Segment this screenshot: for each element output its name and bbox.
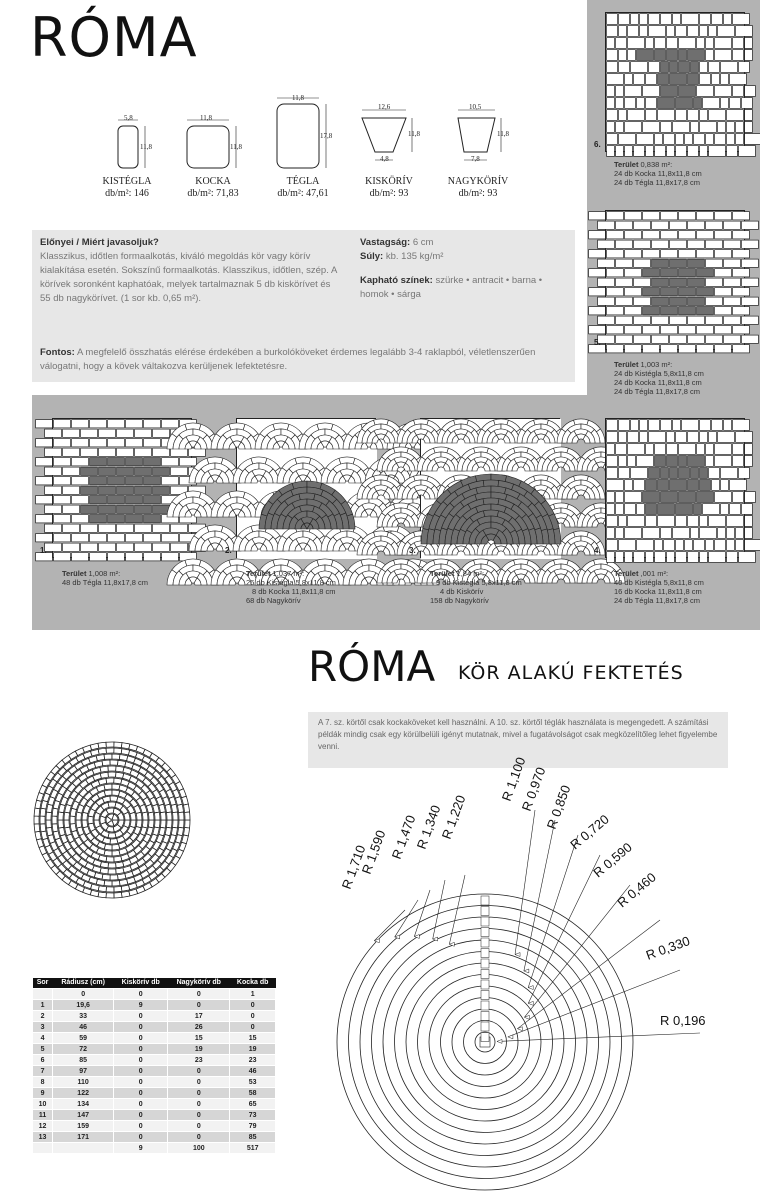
table-header-3: Nagykörív db [168, 978, 230, 989]
pattern-number-5: 5. [594, 338, 601, 347]
table-cell: 0 [114, 1088, 168, 1099]
table-row [33, 1088, 276, 1099]
table-cell: 10 [33, 1099, 53, 1110]
pattern-caption-4: Terület ,001 m²: 40 db Kistégla 5,8x11,8 cm 16 db Kocka 11,8x11,8 cm 24 db Tégla 11,8x17,8 cm [614, 569, 704, 605]
table-row [33, 1022, 276, 1033]
radius-label: R 0,460 [614, 869, 659, 911]
table-cell: 23 [168, 1055, 230, 1066]
table-cell: 0 [168, 989, 230, 1000]
table-cell: 73 [230, 1110, 276, 1121]
dim-kiskoriv-wb: 4,8 [380, 155, 389, 163]
table-header-row [33, 978, 276, 989]
dim-kistegla-w: 5,8 [124, 114, 133, 122]
dim-tegla-w: 11,8 [292, 94, 304, 102]
pattern-caption-1: Terület 1,008 m²: 48 db Tégla 11,8x17,8 cm [62, 569, 149, 587]
shape-label-kiskoriv: KISKÖRÍV db/m²: 93 [365, 176, 413, 199]
table-cell: 159 [53, 1121, 114, 1132]
table-cell: 0 [114, 1066, 168, 1077]
advantages-text: Klasszikus, időtlen formaalkotás, kiváló megoldás kör vagy körív kialakítása esetén. Sokszínű formaalkotás. Klasszikus, időtlen, szép. A körívek soronként kaphatóak, melyek tartalmaznak 5 db kiskörívet és 55 db nagykörívet. (1 sor kb. 0,65 m²). [40, 251, 337, 304]
pattern-number-1: 1. [40, 546, 47, 555]
table-cell: 11 [33, 1110, 53, 1121]
table-cell: 1 [33, 1000, 53, 1011]
page-title: RÓMA [30, 6, 198, 69]
dim-nagykoriv-wb: 7,8 [471, 155, 480, 163]
table-cell: 171 [53, 1132, 114, 1143]
shape-label-kistegla: KISTÉGLA db/m²: 146 [102, 176, 152, 199]
radius-label: R 1,340 [413, 803, 444, 852]
table-row [33, 1033, 276, 1044]
table-row [33, 1011, 276, 1022]
advantages-block [40, 236, 340, 306]
table-cell: 0 [53, 989, 114, 1000]
weight-label: Súly: [360, 251, 384, 262]
table-cell [33, 989, 53, 1000]
circular-paving-illustration [32, 740, 192, 900]
table-cell: 0 [168, 1132, 230, 1143]
table-cell: 0 [114, 1022, 168, 1033]
table-cell: 72 [53, 1044, 114, 1055]
table-cell: 6 [33, 1055, 53, 1066]
table-row [33, 1110, 276, 1121]
table-cell: 9 [33, 1088, 53, 1099]
table-cell: 2 [33, 1011, 53, 1022]
table-cell: 0 [114, 1011, 168, 1022]
table-header-4: Kocka db [230, 978, 276, 989]
table-cell: 0 [168, 1066, 230, 1077]
table-cell: 79 [230, 1121, 276, 1132]
table-row [33, 1000, 276, 1011]
table-header-0: Sor [33, 978, 53, 989]
table-cell: 0 [114, 989, 168, 1000]
table-cell: 0 [168, 1000, 230, 1011]
table-cell: 0 [114, 1132, 168, 1143]
radius-label: R 1,220 [438, 793, 469, 842]
table-cell: 0 [114, 1077, 168, 1088]
tegla-shape [277, 98, 326, 168]
pattern-panel-3 [420, 418, 560, 558]
section-title: RÓMA [308, 642, 436, 691]
table-cell: 53 [230, 1077, 276, 1088]
kocka-shape [187, 120, 236, 168]
table-cell: 85 [53, 1055, 114, 1066]
table-header-2: Kiskörív db [114, 978, 168, 989]
table-cell: 15 [230, 1033, 276, 1044]
table-cell: 13 [33, 1132, 53, 1143]
pattern-caption-3: Terület 1,84 m²: 9 db Kistégla 5,8x11,8 cm 4 db Kiskörív 158 db Nagykörív [430, 569, 522, 605]
kiskoriv-shape [362, 110, 412, 160]
weight-value: kb. 135 kg/m² [385, 251, 444, 262]
advantages-title: Előnyei / Miért javasoljuk? [40, 237, 159, 248]
radius-label: R 0,970 [518, 765, 549, 814]
specs-block [360, 236, 560, 302]
table-cell: 19 [168, 1044, 230, 1055]
pattern-panel-6 [605, 12, 745, 152]
table-cell: 0 [114, 1055, 168, 1066]
radius-label: R 1,470 [388, 813, 419, 862]
thickness-label: Vastagság: [360, 237, 411, 248]
table-cell: 85 [230, 1132, 276, 1143]
table-cell: 97 [53, 1066, 114, 1077]
table-row [33, 1099, 276, 1110]
table-cell: 0 [114, 1033, 168, 1044]
dim-nagykoriv-w: 10,5 [469, 103, 482, 111]
table-cell: 46 [53, 1022, 114, 1033]
dim-kiskoriv-h: 11,8 [408, 130, 420, 138]
table-cell: 0 [230, 1022, 276, 1033]
table-cell: 0 [114, 1044, 168, 1055]
table-cell: 0 [114, 1110, 168, 1121]
pattern-panel-4 [605, 418, 745, 558]
shape-label-kocka: KOCKA db/m²: 71,83 [187, 176, 239, 199]
table-cell: 0 [114, 1099, 168, 1110]
table-cell: 23 [230, 1055, 276, 1066]
radius-label: R 0,330 [643, 933, 692, 963]
table-cell: 0 [230, 1011, 276, 1022]
table-cell: 12 [33, 1121, 53, 1132]
section-subtitle: KÖR ALAKÚ FEKTETÉS [458, 662, 684, 684]
table-cell: 17 [168, 1011, 230, 1022]
dim-kistegla-h: 11,8 [140, 143, 152, 151]
table-cell [53, 1143, 114, 1154]
table-cell: 33 [53, 1011, 114, 1022]
table-cell: 147 [53, 1110, 114, 1121]
table-cell: 0 [168, 1077, 230, 1088]
table-cell: 110 [53, 1077, 114, 1088]
table-cell: 8 [33, 1077, 53, 1088]
table-header-1: Rádiusz (cm) [53, 978, 114, 989]
table-cell: 9 [114, 1143, 168, 1154]
table-cell: 58 [230, 1088, 276, 1099]
table-cell: 0 [168, 1099, 230, 1110]
dim-kocka-w: 11,8 [200, 114, 212, 122]
table-cell: 100 [168, 1143, 230, 1154]
table-cell: 517 [230, 1143, 276, 1154]
radius-label: R 1,100 [498, 755, 529, 804]
table-row [33, 1066, 276, 1077]
radius-label: R 1,710 [338, 843, 369, 892]
radius-label: R 1,590 [358, 828, 389, 877]
table-row [33, 989, 276, 1000]
radius-label: R 0,590 [590, 839, 635, 881]
table-cell: 4 [33, 1033, 53, 1044]
table-cell: 122 [53, 1088, 114, 1099]
table-cell: 3 [33, 1022, 53, 1033]
table-row [33, 1077, 276, 1088]
table-cell: 1 [230, 989, 276, 1000]
pattern-caption-2: Terület 1,037 m²: 26 db Kistégla 5,8x11,8 cm 8 db Kocka 11,8x11,8 cm 68 db Nagykörív [246, 569, 336, 605]
table-cell: 26 [168, 1022, 230, 1033]
table-cell: 19,6 [53, 1000, 114, 1011]
radius-label: R 0,850 [543, 783, 574, 832]
pattern-number-4: 4. [594, 546, 601, 555]
table-cell: 19 [230, 1044, 276, 1055]
table-row [33, 1055, 276, 1066]
dim-nagykoriv-h: 11,8 [497, 130, 509, 138]
dim-tegla-h: 17,8 [320, 132, 333, 140]
table-cell: 0 [168, 1110, 230, 1121]
colors-value: szürke • antracit • barna • homok • sárga [360, 275, 543, 300]
ring-table [32, 978, 276, 1154]
shape-label-nagykoriv: NAGYKÖRÍV db/m²: 93 [447, 176, 509, 199]
thickness-value: 6 cm [412, 237, 434, 248]
table-cell: 0 [230, 1000, 276, 1011]
table-cell: 0 [114, 1121, 168, 1132]
pattern-number-2: 2. [225, 546, 232, 555]
table-cell [33, 1143, 53, 1154]
pattern-panel-2 [236, 418, 376, 558]
table-cell: 9 [114, 1000, 168, 1011]
important-label: Fontos: [40, 347, 75, 358]
table-cell: 7 [33, 1066, 53, 1077]
shape-label-tegla: TÉGLA db/m²: 47,61 [277, 176, 329, 199]
pattern-caption-5: Terület 1,003 m²: 24 db Kistégla 5,8x11,8 cm 24 db Kocka 11,8x11,8 cm 24 db Tégla 11,8x17,8 cm [614, 360, 704, 396]
table-cell: 0 [168, 1121, 230, 1132]
table-cell: 5 [33, 1044, 53, 1055]
table-cell: 134 [53, 1099, 114, 1110]
table-row [33, 1143, 276, 1154]
table-cell: 0 [168, 1088, 230, 1099]
dim-kocka-h: 11,8 [230, 143, 242, 151]
ring-radius-diagram [330, 755, 760, 1200]
table-cell: 59 [53, 1033, 114, 1044]
dim-kiskoriv-w: 12,6 [378, 103, 391, 111]
pattern-number-3: 3. [409, 546, 416, 555]
nagykoriv-shape [458, 110, 501, 160]
table-row [33, 1044, 276, 1055]
table-cell: 65 [230, 1099, 276, 1110]
radius-label: R 0,720 [567, 811, 612, 853]
pattern-panel-5 [605, 210, 745, 350]
table-row [33, 1132, 276, 1143]
colors-label: Kapható színek: [360, 275, 433, 286]
table-cell: 15 [168, 1033, 230, 1044]
important-block [40, 346, 568, 374]
table-cell: 46 [230, 1066, 276, 1077]
table-row [33, 1121, 276, 1132]
important-text: A megfelelő összhatás elérése érdekében a burkolóköveket érdemes legalább 3-4 raklapból, véletlenszerűen válogatni, hogy a kövek váltakozva kerüljenek lefektetésre. [40, 347, 536, 372]
radius-label: R 0,196 [660, 1013, 706, 1028]
section-note: A 7. sz. körtől csak kockaköveket kell használni. A 10. sz. körtől téglák használata is megengedett. A számítási példák mindig csak egy körülbelüli igényt mutatnak, mivel a fugatávolságot csak megközelítőleg lehet figyelembe venni. [308, 712, 728, 768]
pattern-caption-6: Terület 0,838 m²: 24 db Kocka 11,8x11,8 cm 24 db Tégla 11,8x17,8 cm [614, 160, 702, 187]
pattern-number-6: 6. [594, 140, 601, 149]
